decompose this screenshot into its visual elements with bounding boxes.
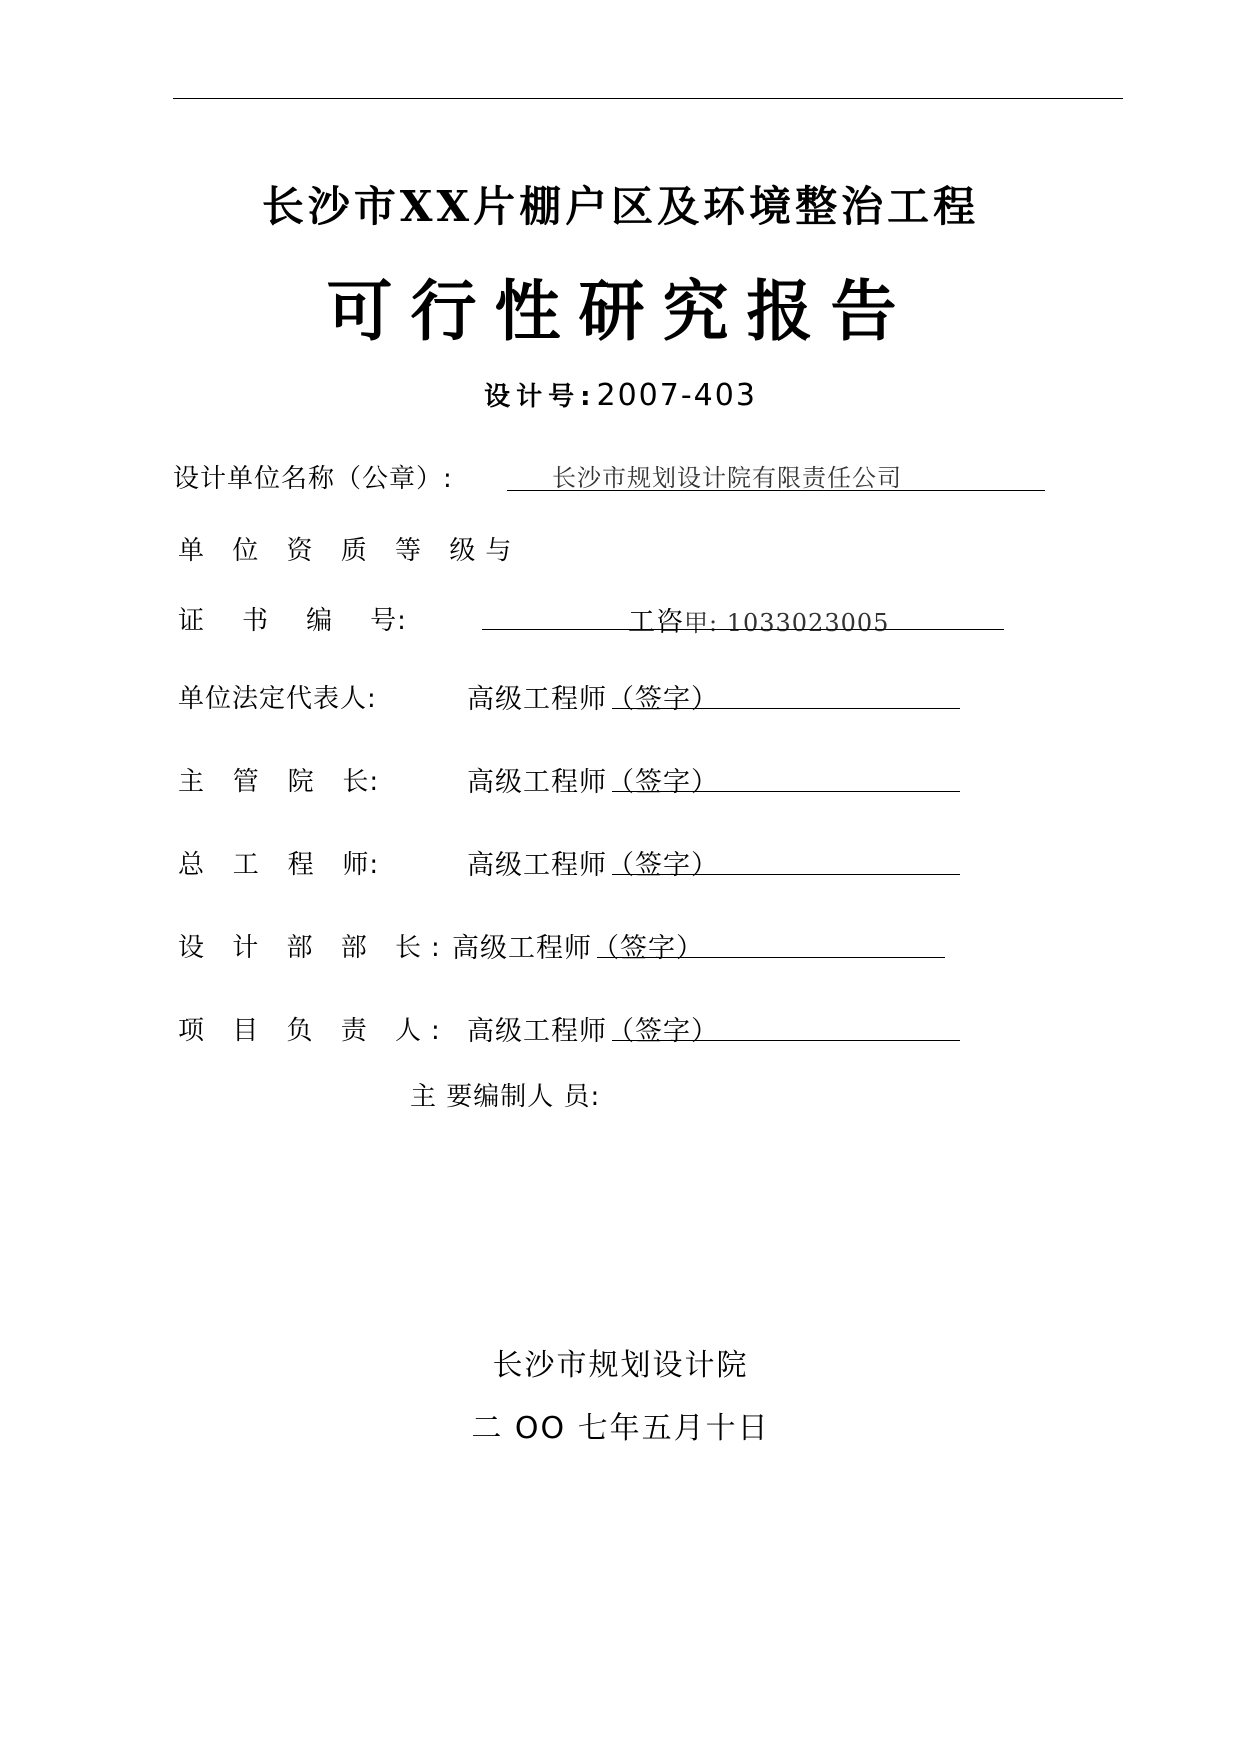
design-number-label: 设计号: <box>484 382 597 412</box>
unit-name-underline <box>507 490 1045 491</box>
dean-underline <box>612 791 960 792</box>
footer-date: 二 OO 七年五月十日 <box>471 1411 770 1446</box>
unit-name-value: 长沙市规划设计院有限责任公司 <box>552 464 902 492</box>
legal-rep-underline <box>612 708 960 709</box>
dept-head-value: 高级工程师（签字） <box>452 933 704 964</box>
main-staff-label: 主 要编制人 员: <box>410 1082 601 1112</box>
design-number <box>0 376 1241 413</box>
legal-rep-label: 单位法定代表人: <box>178 684 377 714</box>
footer-org: 长沙市规划设计院 <box>492 1348 749 1383</box>
top-rule <box>173 98 1123 99</box>
chief-engineer-underline <box>612 874 960 875</box>
title-line-2: 可行性研究报告 <box>326 272 915 350</box>
chief-engineer-label: 总 工 程 师: <box>178 850 380 880</box>
cert-underline <box>482 629 1004 630</box>
design-number-value: 2007-403 <box>596 378 757 413</box>
dept-head-label: 设 计 部 部 长: <box>178 933 450 963</box>
dean-label: 主 管 院 长: <box>178 767 380 797</box>
qualification-label: 单 位 资 质 等 级与 <box>178 536 522 566</box>
project-lead-underline <box>612 1040 960 1041</box>
cert-value <box>628 600 889 639</box>
legal-rep-value: 高级工程师（签字） <box>467 684 719 715</box>
project-lead-value: 高级工程师（签字） <box>467 1016 719 1047</box>
title-line-1: 长沙市XX片棚户区及环境整治工程 <box>261 182 980 231</box>
chief-engineer-value: 高级工程师（签字） <box>467 850 719 881</box>
cert-label: 证 书 编 号: <box>178 606 407 636</box>
unit-name-label: 设计单位名称（公章）: <box>173 464 453 494</box>
project-lead-label: 项 目 负 责 人: <box>178 1016 450 1046</box>
cert-value-prefix: 工咨 <box>628 607 684 638</box>
cert-value-number: 甲: 1033023005 <box>684 609 890 637</box>
dept-head-underline <box>597 957 945 958</box>
dean-value: 高级工程师（签字） <box>467 767 719 798</box>
